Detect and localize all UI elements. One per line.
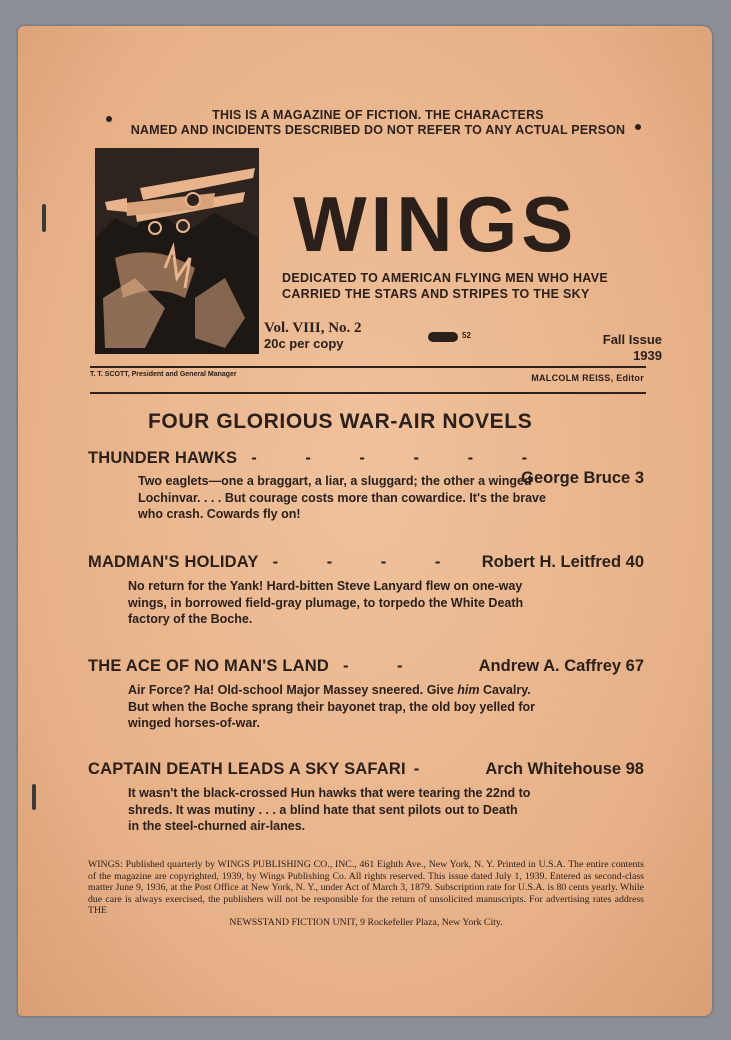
story-author-page: Robert H. Leitfred 40 <box>481 553 644 571</box>
story-leader: - - - - - - <box>251 449 550 467</box>
story-title-row <box>88 656 644 676</box>
divider-bottom <box>90 392 646 394</box>
divider-top <box>90 366 646 368</box>
story-blurb: Air Force? Ha! Old-school Major Massey sneered. Give him Cavalry. But when the Boche sprang their bayonet trap, the old boy yelled for winged horses-of-war. <box>128 683 535 730</box>
story-blurb: No return for the Yank! Hard-bitten Steve Lanyard flew on one-way wings, in borrowed field-gray plumage, to torpedo the White Death factory of the Boche. <box>128 579 524 626</box>
story-blurb: It wasn't the black-crossed Hun hawks that were tearing the 22nd to shreds. It was mutiny . . . a blind hate that sent pilots out to Death in the steel-churned air-lanes. <box>128 786 531 833</box>
logo-number: 52 <box>462 331 471 340</box>
story-author-page: Arch Whitehouse 98 <box>485 760 644 778</box>
staple-top <box>42 204 46 232</box>
story-author-page: Andrew A. Caffrey 67 <box>478 657 644 675</box>
story-leader: - <box>413 760 442 778</box>
story-title: CAPTAIN DEATH LEADS A SKY SAFARI <box>88 760 406 778</box>
contents-heading: FOUR GLORIOUS WAR-AIR NOVELS <box>148 410 533 433</box>
story-title: THE ACE OF NO MAN'S LAND <box>88 657 329 675</box>
fiction-disclaimer: THIS IS A MAGAZINE OF FICTION. THE CHARACTERS NAMED AND INCIDENTS DESCRIBED DO NOT REFER TO ANY ACTUAL PERSON <box>130 108 626 137</box>
magazine-page <box>18 26 712 1016</box>
story-title: MADMAN'S HOLIDAY <box>88 553 259 571</box>
staple-bottom <box>32 784 36 810</box>
editor-credit: MALCOLM REISS, Editor <box>531 373 644 383</box>
magazine-title: WINGS <box>293 180 578 268</box>
story-blurb: Two eaglets—one a braggart, a liar, a sluggard; the other a winged Lochinvar. . . . But courage costs more than cowardice. It's the brave who crash. Cowards fly on! <box>138 474 546 521</box>
story-leader: - - - - <box>272 553 463 571</box>
publisher-logo-icon <box>428 332 458 342</box>
issue-date: Fall Issue 1939 <box>602 332 662 363</box>
story-author-page: George Bruce 3 <box>521 469 644 487</box>
biplane-icon <box>95 148 259 354</box>
story-title-row <box>88 552 644 572</box>
dedication: DEDICATED TO AMERICAN FLYING MEN WHO HAVE CARRIED THE STARS AND STRIPES TO THE SKY <box>282 271 608 301</box>
president-credit: T. T. SCOTT, President and General Manager <box>90 371 237 378</box>
volume-info: Vol. VIII, No. 2 20c per copy <box>264 320 362 351</box>
story-leader: - - <box>342 657 425 675</box>
biplane-illustration <box>95 148 259 354</box>
publication-notice: WINGS: Published quarterly by WINGS PUBLISHING CO., INC., 461 Eighth Ave., New York, N. Y. Printed in U.S.A. The entire contents of the magazine are copyrighted, 1939, by Wings Publishing Co. All rights reserved. This issue dated July 1, 1939. Entered as second-class matter June 9, 1936, at the Post Office at New York, N. Y., under Act of March 3, 1879. Subscription rate for U.S.A. is 80 cents yearly. While due care is always exercised, the publishers will not be responsible for the return of unsolicited manuscripts. For advertising rates address THE NEWSSTAND FICTION UNIT, 9 Rockefeller Plaza, New York City. <box>88 859 644 928</box>
story-title-row <box>88 759 644 779</box>
story-title: THUNDER HAWKS <box>88 449 238 467</box>
